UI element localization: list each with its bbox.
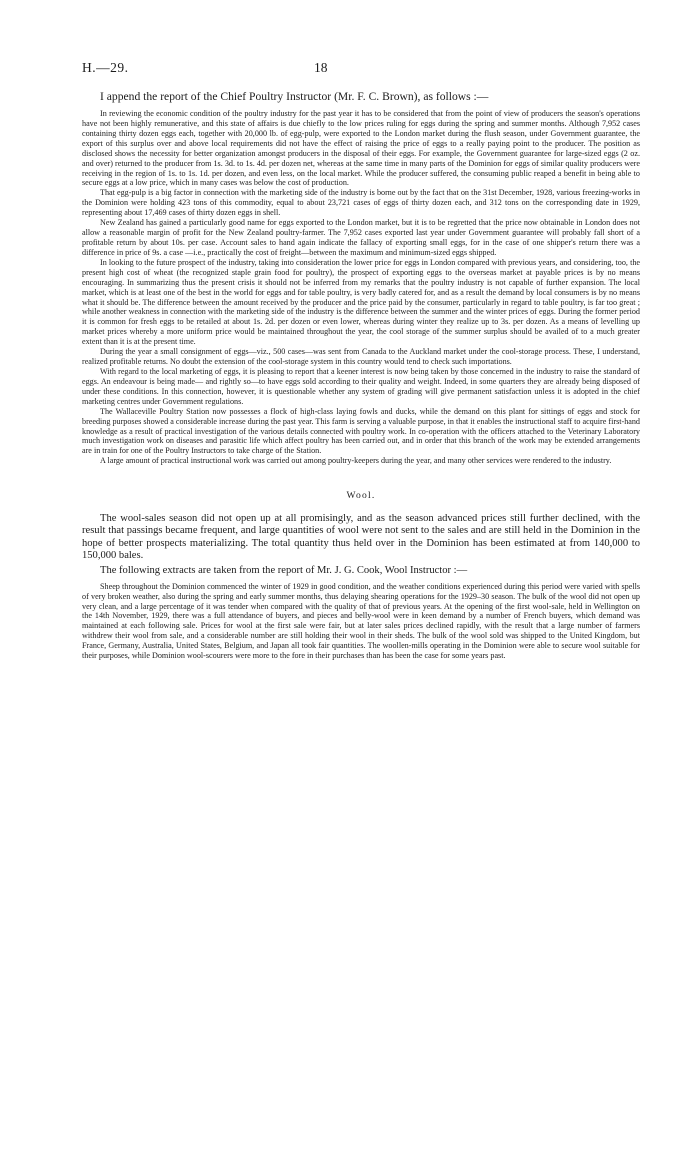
wool-paragraph-extracts: The following extracts are taken from the report of Mr. J. G. Cook, Wool Instructor :— [100, 565, 468, 577]
poultry-paragraph-marketing: With regard to the local marketing of eggs, it is pleasing to report that a keener interest is now being taken by those concerned in the industry to raise the standard of eggs. An endeavour is being made— and rightly so—to have eggs sold according to their quality and weight. Indeed, in some quarters they are already being disposed of under these conditions. In this connection, however, it is questionable whether any system of grading will give permanent satisfaction unless it is adopted in the chief marketing centres under Government regulations. [82, 366, 640, 406]
poultry-paragraph-future: In looking to the future prospect of the industry, taking into consideration the lower price for eggs in London compared with previous years, and considering, too, the present high cost of wheat (the recognized staple grain food for poultry), the prospect of exporting eggs to the overseas market at payable prices is by no means encouraging. In summarizing thus the present crisis it should not be inferred from my remarks that the poultry industry is not capable of further expansion. The local market, which is at least one of the best in the world for eggs and for table poultry, is very badly catered for, and as a result the demand by local consumers is by no means what it should be. The difference between the amount received by the producer and the price paid by the consumer, particularly in regard to table poultry, is far too great ; while another weakness in connection with the marketing side of the industry is the difference between the summer and the winter prices of eggs. During the former period it is common for fresh eggs to be retailed at about 1s. 2d. per dozen or even lower, whereas during winter they realize up to 3s. per dozen. As a means of levelling up market prices whereby a more uniform price would be maintained throughout the year, the cool storage of the summer surplus should be availed of to a much greater extent than it is at the present time. [82, 257, 640, 347]
wool-instructor-report [82, 582, 640, 661]
wool-paragraph-report: Sheep throughout the Dominion commenced the winter of 1929 in good condition, and the weather conditions experienced during this period were varied with spells of very broken weather, also during the spring and early summer months, thus delaying shearing operations for the 1929–30 season. The bulk of the wool did not open up very clean, and a large percentage of it was tender when compared with the quality of that of previous years. At the opening of the first wool-sale, held in Wellington on the 14th November, 1929, there was a full attendance of buyers, and pieces and belly-wool were in keen demand by a number of French buyers, which demand was maintained at each following sale. Prices for wool at the first sale were fair, but at later sales prices declined rapidly, with the result that a large number of farmers withdrew their wool from sale, and a considerable number are still holding their wool in their sheds. The bulk of the wool sold was shipped to the United Kingdom, but France, Germany, Australia, United States, Belgium, and Japan all took fair quantities. The woollen-mills operating in the Dominion were able to secure wool suitable for their purposes, while Dominion wool-scourers were more to the fore in their purchases than has been the case for some years past. [82, 581, 640, 661]
intro-paragraph: I append the report of the Chief Poultry Instructor (Mr. F. C. Brown), as follows :— [100, 90, 489, 103]
poultry-paragraph-canada: During the year a small consignment of eggs—viz., 500 cases—was sent from Canada to the Auckland market under the cool-storage process. These, I understand, realized profitable returns. No doubt the extension of the cool-storage system in this country would tend to check such importations. [82, 347, 640, 367]
wool-paragraph-season: The wool-sales season did not open up at all promisingly, and as the season advanced prices still further declined, with the result that passings became frequent, and large quantities of wool were not sent to the sales and are still held in the Dominion in the hope of better prospects materializing. The total quantity thus held over in the Dominion has been estimated at from 140,000 to 150,000 bales. [82, 513, 640, 562]
poultry-paragraph-instruction: A large amount of practical instructional work was carried out among poultry-keepers during the year, and many other services were rendered to the industry. [100, 456, 612, 466]
poultry-paragraph-economic: In reviewing the economic condition of the poultry industry for the past year it has to be considered that from the point of view of producers the season's operations have not been highly remunerative, and this state of affairs is due chiefly to the low prices ruling for eggs during the spring and summer months. Although 7,952 cases containing thirty dozen eggs each, together with 20,000 lb. of egg-pulp, were exported to the London market during the flush season, under Government guarantee, the export of this surplus over and above local requirements did not have the effect of raising the price of eggs to a really paying point to the producer. The position as disclosed shows the necessity for better organization amongst producers in the disposal of their eggs. For example, the Government guarantee for large-sized eggs (2 oz. and over) returned to the producer from 1s. 3d. to 1s. 4d. per dozen net, whereas at the same time in many parts of the Dominion for eggs of similar quality producers were receiving in the region of 1s. to 1s. 1d. per dozen, and even less, on the local market. While the producer suffered, the consuming public reaped a benefit in being able to secure eggs at a low price, which in many cases was below the cost of production. [82, 109, 640, 188]
poultry-report [82, 109, 640, 466]
poultry-paragraph-wallaceville: The Wallaceville Poultry Station now possesses a flock of high-class laying fowls and ducks, while the demand on this plant for sittings of eggs and stock for breeding purposes showed a considerable increase during the past year. This farm is serving a valuable purpose, in that it enables the instructional staff to acquire first-hand knowledge as a result of practical investigation of the various details connected with poultry work. In co-operation with the officers attached to the Veterinary Laboratory much investigation work on diseases and parasitic life which affect poultry has been carried out, and in order that this branch of the work may be extended arrangements are in train for one of the Poultry Instructors to take charge of the Station. [82, 406, 640, 456]
wool-summary [82, 513, 640, 577]
wool-section-heading: Wool. [346, 490, 376, 502]
poultry-paragraph-export: New Zealand has gained a particularly good name for eggs exported to the London market, but it is to be regretted that the price now obtainable in London does not allow a reasonable margin of profit for the New Zealand poultry-farmer. The 7,952 cases exported last year under Government guarantee will probably fall short of a profitable return by about 10s. per case. Account sales to hand again indicate the fallacy of exporting small eggs, for in the case of one shipper's return there was a difference in price of 9s. a case —i.e., practically the cost of freight—between the maximum and minimum-sized eggs shipped. [82, 218, 640, 257]
page-header [82, 60, 640, 90]
poultry-paragraph-egg-pulp: That egg-pulp is a big factor in connection with the marketing side of the industry is borne out by the fact that on the 31st December, 1928, various freezing-works in the Dominion were holding 423 tons of this commodity, equal to about 23,721 cases of eggs of thirty dozen each, and 312 tons on the corresponding date in 1929, representing about 17,469 cases of thirty dozen eggs in shell. [82, 188, 640, 218]
document-reference: H.—29. [82, 60, 129, 75]
page-number: 18 [314, 60, 328, 75]
